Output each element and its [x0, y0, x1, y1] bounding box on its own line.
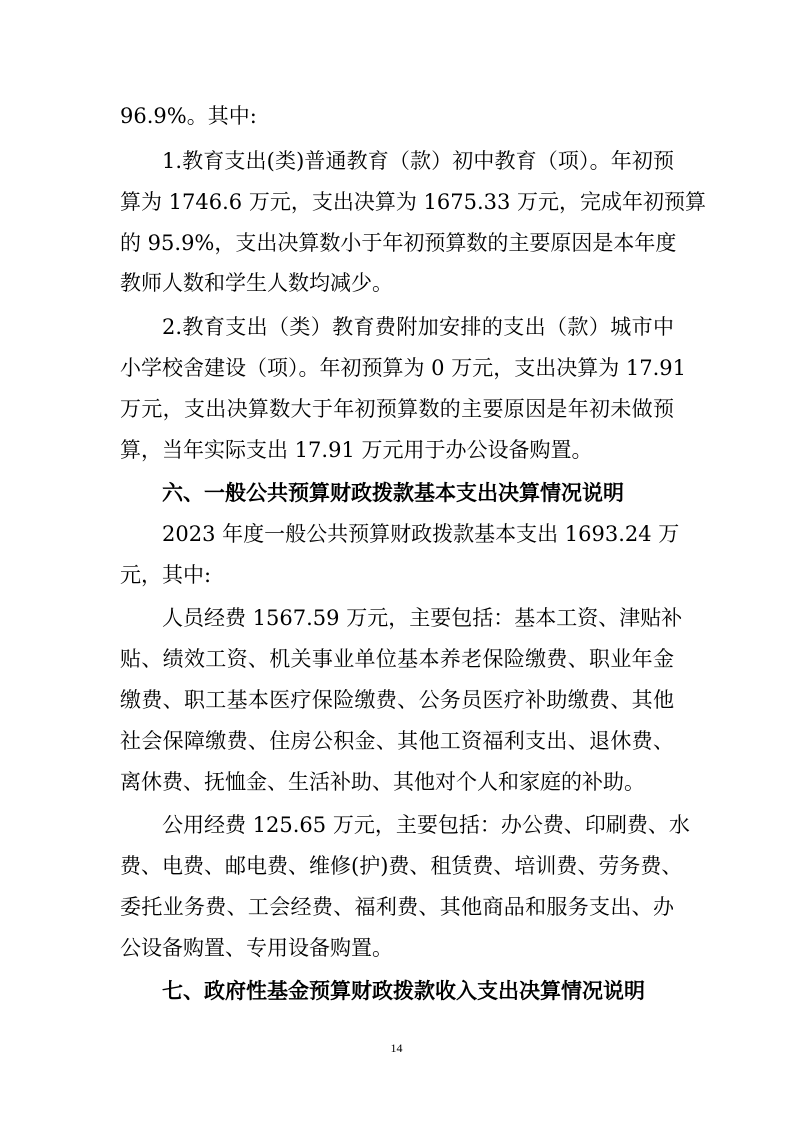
paragraph-line: 小学校舍建设（项）。年初预算为 0 万元，支出决算为 17.91 [120, 356, 687, 380]
paragraph-line: 费、电费、邮电费、维修(护)费、租赁费、培训费、劳务费、 [120, 854, 683, 878]
paragraph-line: 离休费、抚恤金、生活补助、其他对个人和家庭的补助。 [120, 770, 645, 794]
paragraph-line: 2.教育支出（类）教育费附加安排的支出（款）城市中 [162, 315, 674, 339]
paragraph-line: 人员经费 1567.59 万元，主要包括：基本工资、津贴补 [162, 606, 683, 630]
section-heading: 七、政府性基金预算财政拨款收入支出决算情况说明 [162, 979, 645, 1003]
paragraph-line: 委托业务费、工会经费、福利费、其他商品和服务支出、办 [120, 895, 674, 919]
paragraph-line: 社会保障缴费、住房公积金、其他工资福利支出、退休费、 [120, 729, 674, 753]
paragraph-line: 贴、绩效工资、机关事业单位基本养老保险缴费、职业年金 [120, 647, 674, 671]
paragraph-line: 公设备购置、专用设备购置。 [120, 936, 393, 960]
paragraph-line: 96.9%。其中: [120, 104, 257, 128]
paragraph-line: 1.教育支出(类)普通教育（款）初中教育（项）。年初预 [162, 149, 674, 173]
paragraph-line: 2023 年度一般公共预算财政拨款基本支出 1693.24 万 [162, 522, 680, 546]
paragraph-line: 公用经费 125.65 万元，主要包括：办公费、印刷费、水 [162, 813, 690, 837]
paragraph-line: 算，当年实际支出 17.91 万元用于办公设备购置。 [120, 438, 593, 462]
paragraph-line: 缴费、职工基本医疗保险缴费、公务员医疗补助缴费、其他 [120, 688, 674, 712]
paragraph-line: 算为 1746.6 万元，支出决算为 1675.33 万元，完成年初预算 [120, 190, 707, 214]
paragraph-line: 元，其中: [120, 563, 212, 587]
paragraph-line: 教师人数和学生人数均减少。 [120, 271, 393, 295]
paragraph-line: 万元，支出决算数大于年初预算数的主要原因是年初未做预 [120, 397, 674, 421]
section-heading: 六、一般公共预算财政拨款基本支出决算情况说明 [162, 481, 624, 505]
paragraph-line: 的 95.9%，支出决算数小于年初预算数的主要原因是本年度 [120, 231, 677, 255]
page-number: 14 [390, 1041, 403, 1055]
